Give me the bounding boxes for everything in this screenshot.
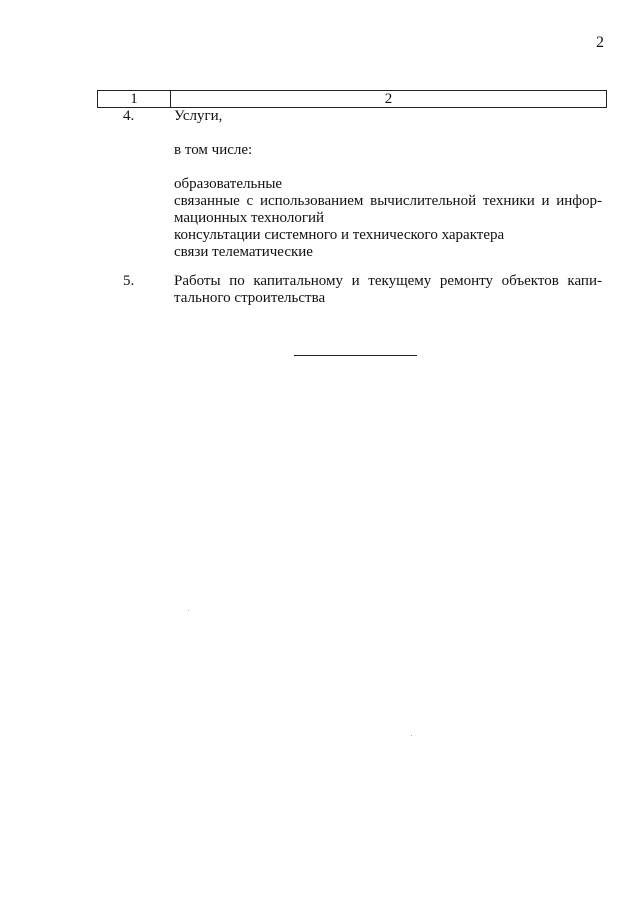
subitem-line: связанные с использованием вычислительной техники и инфор- (174, 193, 602, 209)
column-header-2: 2 (384, 91, 393, 107)
item-number: 5. (123, 273, 135, 289)
item-text (174, 108, 602, 125)
item-line: Работы по капитальному и текущему ремонту объектов капи- (174, 273, 602, 289)
item-number: 4. (123, 108, 135, 124)
column-number-header (97, 90, 607, 108)
column-header-1: 1 (98, 91, 171, 107)
page-number: 2 (596, 34, 604, 51)
item-subheading: в том числе: (174, 142, 253, 158)
subitem-line: связи телематические (174, 244, 313, 260)
scan-speck (411, 735, 412, 736)
item-sublist (174, 176, 602, 261)
subitem-line: мационных технологий (174, 210, 325, 226)
item-title: Услуги, (174, 108, 223, 124)
subitem-line: консультации системного и технического характера (174, 227, 505, 243)
end-separator-line (294, 355, 417, 356)
scan-speck (188, 610, 189, 611)
item-text (174, 273, 602, 307)
item-line: тального строительства (174, 290, 326, 306)
subitem-line: образовательные (174, 176, 283, 192)
